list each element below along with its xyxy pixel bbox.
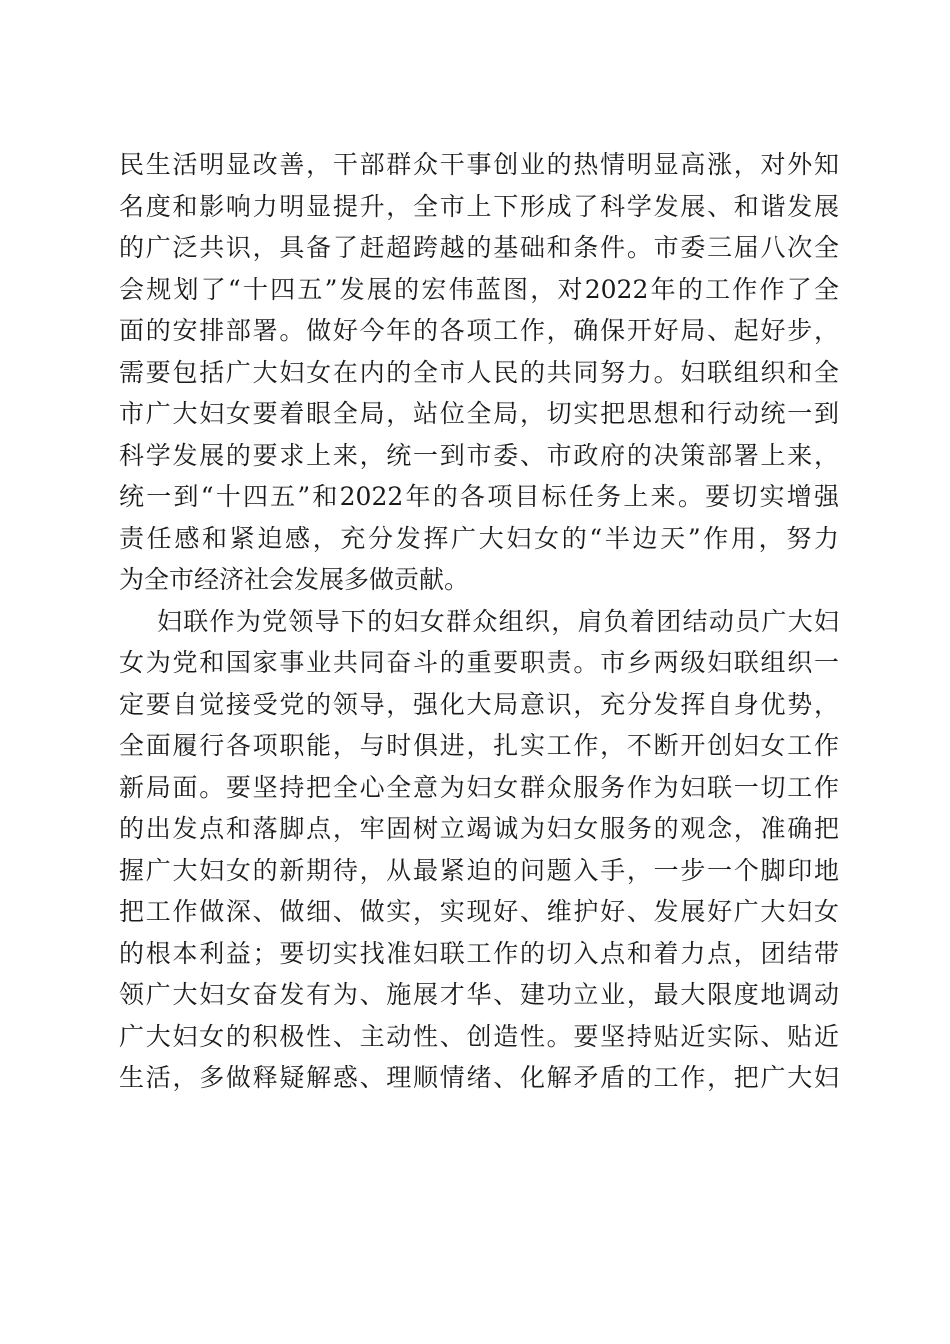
text-line: 的广泛共识，具备了赶超跨越的基础和条件。市委三届八次全: [119, 233, 839, 262]
text-line: 定要自觉接受党的领导，强化大局意识，充分发挥自身优势，: [119, 689, 839, 719]
text-line: 生活，多做释疑解惑、理顺情绪、化解矛盾的工作，把广大妇: [119, 1063, 839, 1092]
text-line: 广大妇女的积极性、主动性、创造性。要坚持贴近实际、贴近: [119, 1021, 839, 1051]
text-line: 的出发点和落脚点，牢固树立竭诚为妇女服务的观念，准确把: [119, 814, 839, 843]
text-line: 统一到“十四五”和2022年的各项目标任务上来。要切实增强: [119, 482, 839, 511]
text-line: 新局面。要坚持把全心全意为妇女群众服务作为妇联一切工作: [119, 772, 839, 802]
text-line: 女为党和国家事业共同奋斗的重要职责。市乡两级妇联组织一: [119, 648, 839, 677]
paragraph-2: [119, 601, 839, 1099]
text-line: 妇联作为党领导下的妇女群众组织，肩负着团结动员广大妇: [157, 606, 839, 636]
document-body: [119, 144, 839, 1099]
text-line: 需要包括广大妇女在内的全市人民的共同努力。妇联组织和全: [119, 357, 839, 387]
text-line: 责任感和紧迫感，充分发挥广大妇女的“半边天”作用，努力: [119, 523, 839, 553]
text-line: 面的安排部署。做好今年的各项工作，确保开好局、起好步，: [119, 316, 839, 345]
text-line: 为全市经济社会发展多做贡献。: [119, 565, 470, 594]
text-line: 民生活明显改善，干部群众干事创业的热情明显高涨，对外知: [119, 150, 839, 179]
text-line: 科学发展的要求上来，统一到市委、市政府的决策部署上来，: [119, 440, 839, 470]
text-line: 名度和影响力明显提升，全市上下形成了科学发展、和谐发展: [119, 191, 839, 221]
text-line: 的根本利益；要切实找准妇联工作的切入点和着力点，团结带: [119, 938, 839, 968]
text-line: 领广大妇女奋发有为、施展才华、建功立业，最大限度地调动: [119, 980, 839, 1009]
paragraph-1: [119, 144, 839, 601]
text-line: 会规划了“十四五”发展的宏伟蓝图，对2022年的工作作了全: [119, 274, 839, 304]
text-line: 把工作做深、做细、做实，实现好、维护好、发展好广大妇女: [119, 897, 839, 926]
text-line: 握广大妇女的新期待，从最紧迫的问题入手，一步一个脚印地: [119, 855, 839, 885]
text-line: 市广大妇女要着眼全局，站位全局，切实把思想和行动统一到: [119, 399, 839, 428]
text-line: 全面履行各项职能，与时俱进，扎实工作，不断开创妇女工作: [119, 731, 839, 760]
